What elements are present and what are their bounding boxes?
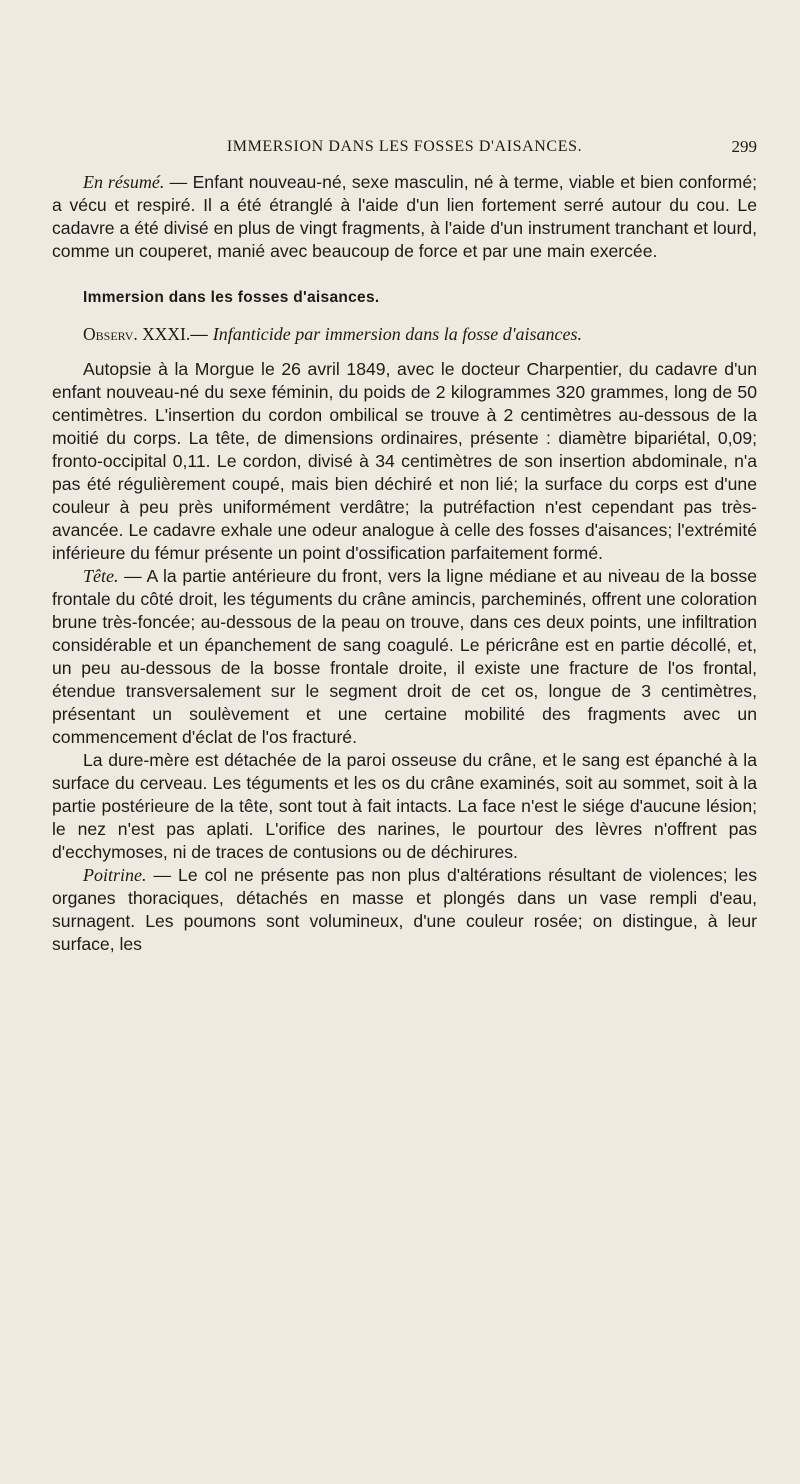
observation-heading xyxy=(52,323,757,346)
head-paragraph xyxy=(52,565,757,749)
head-lead: Tête. xyxy=(83,566,119,586)
chest-lead: Poitrine. xyxy=(83,865,147,885)
summary-lead: En résumé. xyxy=(83,172,165,192)
observation-title: Infanticide par immersion dans la fosse d'aisances. xyxy=(212,324,583,344)
summary-text: — Enfant nouveau-né, sexe masculin, né à terme, viable et bien conformé; a vécu et respiré. Il a été étranglé à l'aide d'un lien fortement serré autour du cou. Le cadavre a été divisé en plus de vingt fragments, à l'aide d'un instrument tranchant et lourd, comme un couperet, manié avec beaucoup de force et par une main exercée. xyxy=(52,172,757,261)
running-title: IMMERSION DANS LES FOSSES D'AISANCES. xyxy=(226,138,583,155)
observation-dash: — xyxy=(190,324,213,344)
page-number: 299 xyxy=(731,137,757,156)
observation-label: Observ. XXXI. xyxy=(83,324,191,344)
summary-paragraph xyxy=(52,171,757,263)
dura-mater-paragraph: La dure-mère est détachée de la paroi osseuse du crâne, et le sang est épanché à la surface du cerveau. Les téguments et les os du crâne examinés, soit au sommet, soit à la partie postérieure de la tête, sont tout à fait intacts. La face n'est le siége d'aucune lésion; le nez n'est pas aplati. L'orifice des narines, le pourtour des lèvres n'offrent pas d'ecchymoses, ni de traces de contusions ou de déchirures. xyxy=(52,750,757,862)
section-heading: Immersion dans les fosses d'aisances. xyxy=(83,289,380,306)
head-text: — A la partie antérieure du front, vers la ligne médiane et au niveau de la bosse frontale du côté droit, les téguments du crâne amincis, parcheminés, offrent une coloration brune très-foncée; au-dessous de la peau on trouve, dans ces deux points, une infiltration considérable et un épanchement de sang coagulé. Le péricrâne est en partie décollé, et, un peu au-dessous de la bosse frontale droite, il existe une fracture de l'os frontal, étendue transversalement sur le segment droit de cet os, longue de 3 centimètres, présentant un soulèvement et une certaine mobilité des fragments avec un commencement d'éclat de l'os fracturé. xyxy=(52,566,757,747)
chest-paragraph xyxy=(52,864,757,956)
running-header xyxy=(52,135,757,159)
chest-text: — Le col ne présente pas non plus d'altérations résultant de violences; les organes thoraciques, détachés en masse et plongés dans un vase rempli d'eau, surnagent. Les poumons sont volumineux, d'une couleur rosée; on distingue, à leur surface, les xyxy=(52,865,757,954)
autopsy-paragraph: Autopsie à la Morgue le 26 avril 1849, avec le docteur Charpentier, du cadavre d'un enfant nouveau-né du sexe féminin, du poids de 2 kilogrammes 320 grammes, long de 50 centimètres. L'insertion du cordon ombilical se trouve à 2 centimètres au-dessous de la moitié du corps. La tête, de dimensions ordinaires, présente : diamètre bipariétal, 0,09; fronto-occipital 0,11. Le cordon, divisé à 34 centimètres de son insertion abdominale, n'a pas été régulièrement coupé, mais bien déchiré et non lié; la surface du corps est d'une couleur à peu près uniformément verdâtre; la putréfaction n'est cependant pas très-avancée. Le cadavre exhale une odeur analogue à celle des fosses d'aisances; l'extrémité inférieure du fémur présente un point d'ossification parfaitement formé. xyxy=(52,359,757,563)
body-text xyxy=(52,171,757,956)
